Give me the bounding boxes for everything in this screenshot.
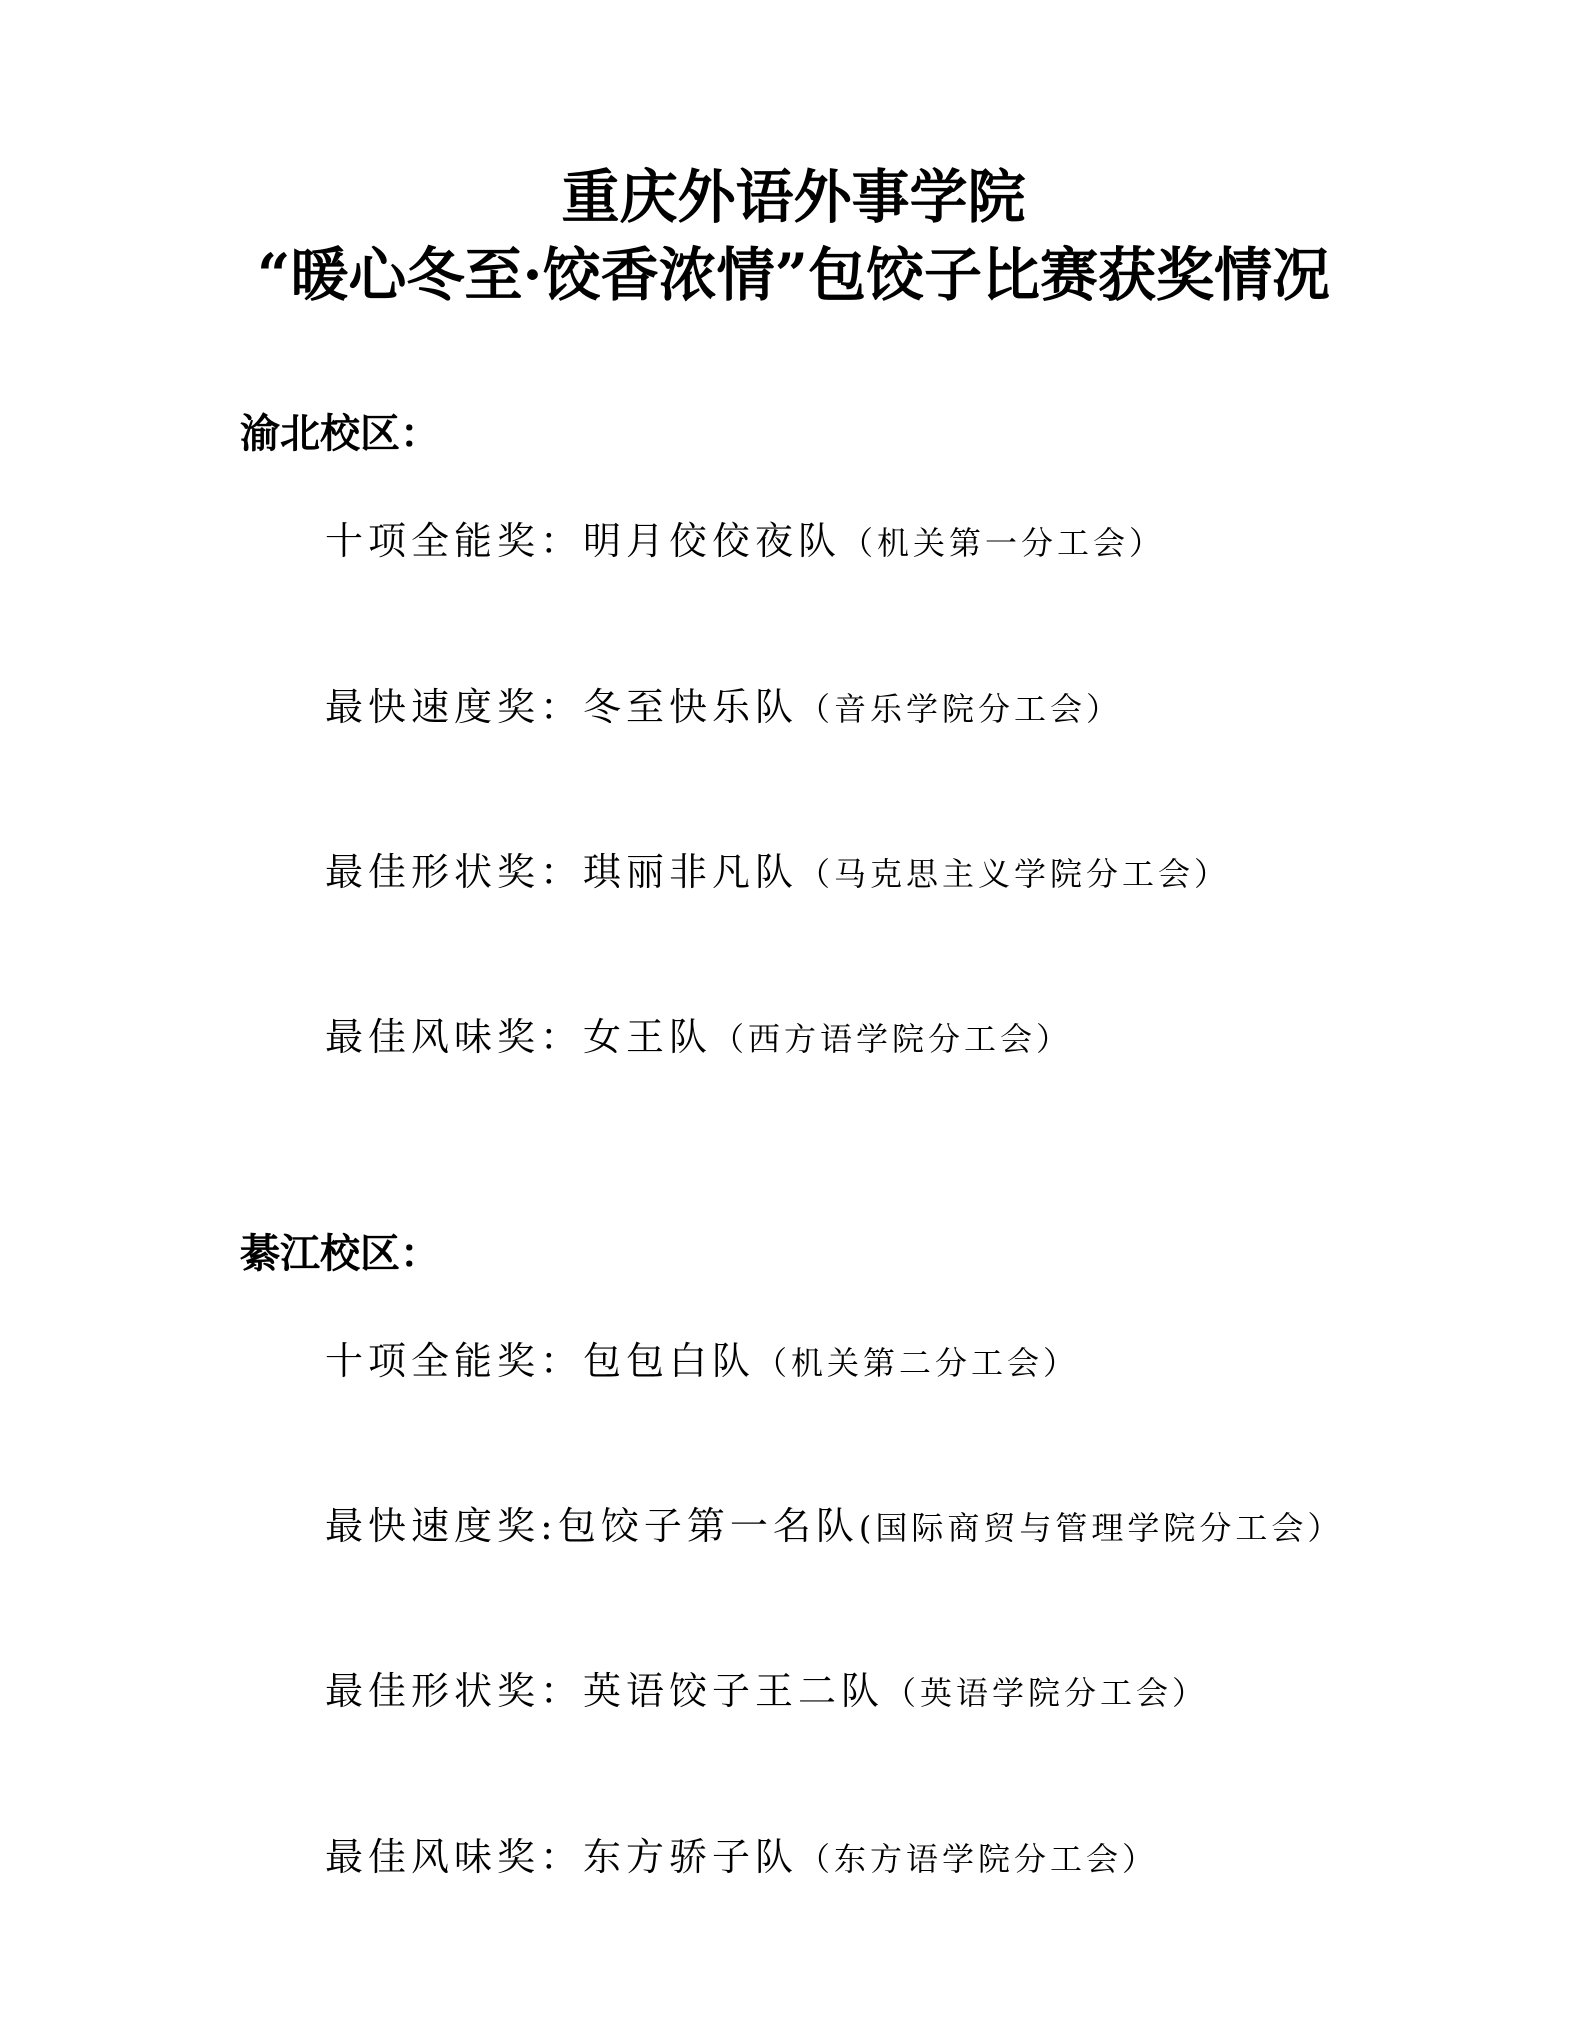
- campus-heading-qijiang: 綦江校区：: [240, 1231, 440, 1277]
- team-name: 明月佼佼夜队: [583, 519, 842, 563]
- team-name: 女王队: [583, 1015, 713, 1059]
- team-name: 包包白队: [583, 1339, 756, 1383]
- award-name: 最佳形状奖：: [325, 850, 584, 894]
- union-unit: （机关第一分工会）: [841, 524, 1166, 562]
- union-unit: （音乐学院分工会）: [798, 690, 1123, 728]
- award-name: 最佳风味奖：: [325, 1015, 584, 1059]
- award-name: 十项全能奖：: [325, 519, 584, 563]
- award-line: [325, 510, 1165, 565]
- union-unit: （马克思主义学院分工会）: [798, 855, 1231, 893]
- union-unit: （东方语学院分工会）: [798, 1840, 1159, 1878]
- union-unit: （机关第二分工会）: [755, 1344, 1080, 1382]
- award-name: 最快速度奖:: [325, 1504, 558, 1548]
- title-line-2: “暖心冬至·饺香浓情”包饺子比赛获奖情况: [257, 241, 1330, 309]
- union-unit: （西方语学院分工会）: [712, 1020, 1073, 1058]
- award-name: 十项全能奖：: [325, 1339, 584, 1383]
- award-line: [325, 1826, 1158, 1881]
- team-name: 琪丽非凡队: [583, 850, 799, 894]
- award-line: [325, 1330, 1079, 1385]
- team-name: 包饺子第一名队: [557, 1504, 859, 1548]
- award-line: [325, 676, 1122, 731]
- team-name: 英语饺子王二队: [583, 1669, 885, 1713]
- award-name: 最佳风味奖：: [325, 1835, 584, 1879]
- award-line: [325, 1660, 1208, 1715]
- award-name: 最佳形状奖：: [325, 1669, 584, 1713]
- team-name: 冬至快乐队: [583, 685, 799, 729]
- award-name: 最快速度奖：: [325, 685, 584, 729]
- team-name: 东方骄子队: [583, 1835, 799, 1879]
- award-line: [325, 841, 1230, 896]
- campus-heading-yubei: 渝北校区：: [240, 411, 440, 457]
- title-line-1: 重庆外语外事学院: [561, 163, 1026, 231]
- union-unit: （英语学院分工会）: [884, 1674, 1209, 1712]
- award-line: [325, 1006, 1072, 1061]
- union-unit: (国际商贸与管理学院分工会）: [858, 1509, 1344, 1547]
- award-line: [325, 1495, 1343, 1550]
